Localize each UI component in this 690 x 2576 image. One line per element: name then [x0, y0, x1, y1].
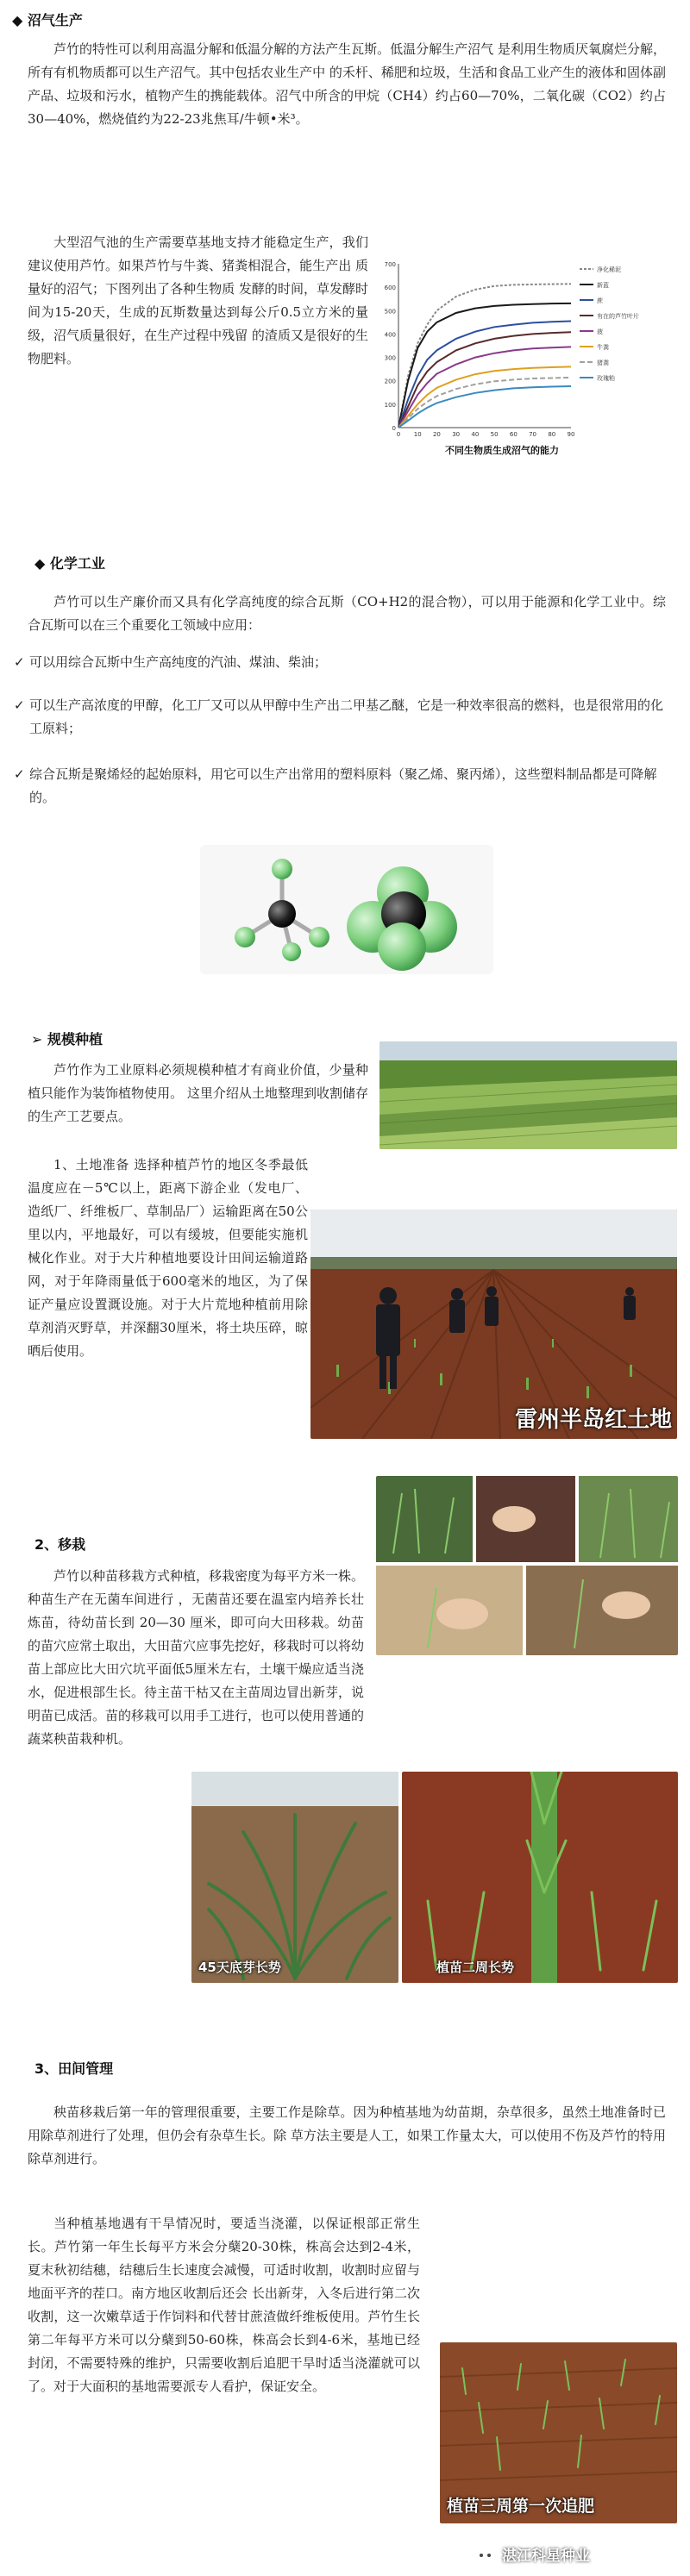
red-soil-photo — [310, 1210, 677, 1439]
section-title-biogas: ◆ 沼气生产 — [12, 12, 83, 28]
field-rows-icon — [402, 1772, 678, 1983]
field-paragraph-1: 秧苗移栽后第一年的管理很重要，主要工作是除草。因为种植基地为幼苗期，杂草很多，虽然土地准备时已用除草剂进行了处理，但仍会有杂草生长。除 草方法主要是人工，如果工作量太大，可以使用不伤及芦竹的特用除草剂进行。 — [28, 2104, 666, 2166]
wechat-icon — [474, 2547, 497, 2566]
watermark — [474, 2543, 590, 2569]
red-soil-caption: 雷州半岛红土地 — [514, 1407, 672, 1433]
legend-label: 蔗 — [597, 297, 603, 304]
chemical-bullet-3: 综合瓦斯是聚烯烃的起始原料，用它可以生产出常用的塑料原料（聚乙烯、聚丙烯），这些塑料制品都是可降解的。 — [29, 766, 657, 805]
x-tick-label: 10 — [413, 431, 422, 438]
check-icon: ✓ — [14, 654, 25, 670]
section-title-chemical: ◆ 化学工业 — [34, 555, 105, 572]
legend-label: 猪粪 — [597, 360, 609, 366]
field-paragraph-2: 当种植基地遇有干旱情况时，要适当浇灌，以保证根部正常生长。芦竹第一年生长每平方米会分蘖20-30株，株高会达到2-4米，夏末秋初结穗，结穗后生长速度会减慢，可适时收割，收割时应留与地面平齐的茬口。南方地区收割后还会 长出新芽，入冬后进行第二次收割，这一次嫩草适于作饲料和代替甘蔗渣做纤维板使用。芦竹生长第二年每平方米可以分蘖到50-60株，株高会长到4-6米，基地已经封闭，不需要特殊的维护，只需要收割后追肥干旱时适当浇灌就可以了。对于大面积的基地需要派专人看护，保证安全。 — [28, 2216, 420, 2394]
y-tick-label: 400 — [384, 331, 396, 339]
x-tick-label: 60 — [509, 431, 518, 438]
chemical-bullet-1: 可以用综合瓦斯中生产高纯度的汽油、煤油、柴油； — [29, 654, 328, 670]
chemical-bullet-2: 可以生产高浓度的甲醇，化工厂又可以从甲醇中生产出二甲基乙醚，它是一种效率很高的燃料，也是很常用的化工原料； — [29, 697, 664, 736]
x-tick-label: 30 — [452, 431, 461, 438]
methane-molecule-icon — [200, 845, 493, 974]
seedlings-photo — [376, 1476, 678, 1655]
legend-label: 净化稀泥 — [597, 266, 621, 273]
y-tick-label: 700 — [384, 261, 396, 268]
biogas-paragraph-1: 芦竹的特性可以利用高温分解和低温分解的方法产生瓦斯。低温分解生产沼气 是利用生物质厌氧腐烂分解，所有有机物质都可以生产沼气。其中包括农业生产中 的禾杆、稀肥和垃圾，生活和食品工业产生的液体和固体副产品、垃圾和污水，植物产生的携能载体。沼气中所含的甲烷（CH4）约占60—70%，二氧化碳（CO2）约占30—40%，燃烧值约为22-23兆焦耳/牛顿•米³。 — [28, 41, 666, 127]
biogas-chart — [376, 252, 669, 485]
check-icon: ✓ — [14, 697, 25, 713]
y-tick-label: 200 — [384, 378, 396, 385]
legend-label: 玫瑰粕 — [597, 375, 615, 382]
fertilizer-caption: 植苗三周第一次追肥 — [447, 2497, 595, 2516]
transplant-paragraph-1: 芦竹以种苗移栽方式种植，移栽密度为每平方米一株。种苗生产在无菌车间进行 ，无菌苗还要在温室内培养长壮炼苗，待幼苗长到 20—30 厘米，即可向大田移栽。幼苗的苗穴应常土取出，大田苗穴应事先挖好，移栽时可以将幼苗上部应比大田穴坑平面低5厘米左右，土壤干燥应适当浇水，促进根部生长。待主苗干枯又在主苗周边冒出新芽，说明苗已成活。苗的移栽可以用手工进行，也可以使用普通的蔬菜秧苗栽种机。 — [28, 1568, 365, 1747]
y-tick-label: 0 — [392, 425, 396, 432]
legend-label: 新蓝 — [597, 282, 609, 289]
field-photo-aerial — [380, 1041, 677, 1149]
seedlings-45-days-caption: 45天底芽长势 — [198, 1960, 281, 1975]
young-plants-icon — [191, 1772, 398, 1983]
x-tick-label: 40 — [471, 431, 480, 438]
fertilizer-photo — [440, 2342, 677, 2523]
chart-title: 不同生物质生成沼气的能力 — [445, 445, 559, 456]
seedlings-two-weeks-caption: 植苗二周长势 — [436, 1960, 515, 1975]
y-tick-label: 100 — [384, 401, 396, 409]
y-tick-label: 500 — [384, 308, 396, 316]
x-tick-label: 20 — [432, 431, 441, 438]
x-tick-label: 90 — [567, 431, 575, 438]
chemical-paragraph-1: 芦竹可以生产廉价而又具有化学高纯度的综合瓦斯（CO+H2的混合物），可以用于能源和化学工业中。综合瓦斯可以在三个重要化工领域中应用： — [28, 594, 666, 633]
seedlings-45-days-photo — [191, 1772, 398, 1983]
watermark-text: 湛江科星种业 — [502, 2547, 590, 2565]
legend-label: 有在的芦竹叶片 — [597, 313, 639, 320]
x-tick-label: 70 — [529, 431, 537, 438]
legend-label: 牛粪 — [597, 344, 609, 351]
red-soil-field-icon — [310, 1210, 677, 1439]
legend-label: 菠 — [597, 328, 603, 335]
section-title-planting: ➢ 规模种植 — [31, 1031, 103, 1047]
molecule-illustration — [200, 845, 493, 974]
section-title-transplant: 2、移栽 — [34, 1536, 86, 1553]
biogas-chart-svg — [376, 252, 669, 485]
planting-paragraph-2: 1、土地准备 选择种植芦竹的地区冬季最低温度应在－5℃以上，距离下游企业（发电厂、造纸厂、纤维板厂、草制品厂）运输距离在50公里以内，平地最好，可以有缓坡，但要能实施机械化作业。对于大片种植地要设计田间运输道路网，对于年降雨量低于600毫米的地区，为了保证产量应设置溉设施。对于大片荒地种植前用除草剂消灭野草，并深翻30厘米，将土块压碎，晾晒后使用。 — [28, 1157, 308, 1359]
y-tick-label: 600 — [384, 284, 396, 292]
planting-paragraph-1: 芦竹作为工业原料必须规模种植才有商业价值，少量种植只能作为装饰植物使用。 这里介绍从土地整理到收割储存的生产工艺要点。 — [28, 1062, 368, 1124]
x-tick-label: 50 — [490, 431, 499, 438]
x-tick-label: 0 — [396, 431, 401, 438]
seedlings-two-weeks-photo — [402, 1772, 678, 1983]
check-icon: ✓ — [14, 766, 25, 782]
x-tick-label: 80 — [548, 431, 556, 438]
field-landscape-icon — [380, 1041, 677, 1149]
section-title-field: 3、田间管理 — [34, 2060, 114, 2077]
y-tick-label: 300 — [384, 354, 396, 362]
seedlings-collage-icon — [376, 1476, 678, 1655]
biogas-paragraph-2: 大型沼气池的生产需要草基地支持才能稳定生产，我们建议使用芦竹。如果芦竹与牛粪、猪粪相混合，能生产出 质量好的沼气；下图列出了各种生物质 发酵的时间，草发酵时间为15-20天，生成的瓦斯数量达到每公斤0.5立方米的量级，沼气质量很好，在生产过程中残留 的渣质又是很好的生物肥料。 — [28, 234, 368, 366]
